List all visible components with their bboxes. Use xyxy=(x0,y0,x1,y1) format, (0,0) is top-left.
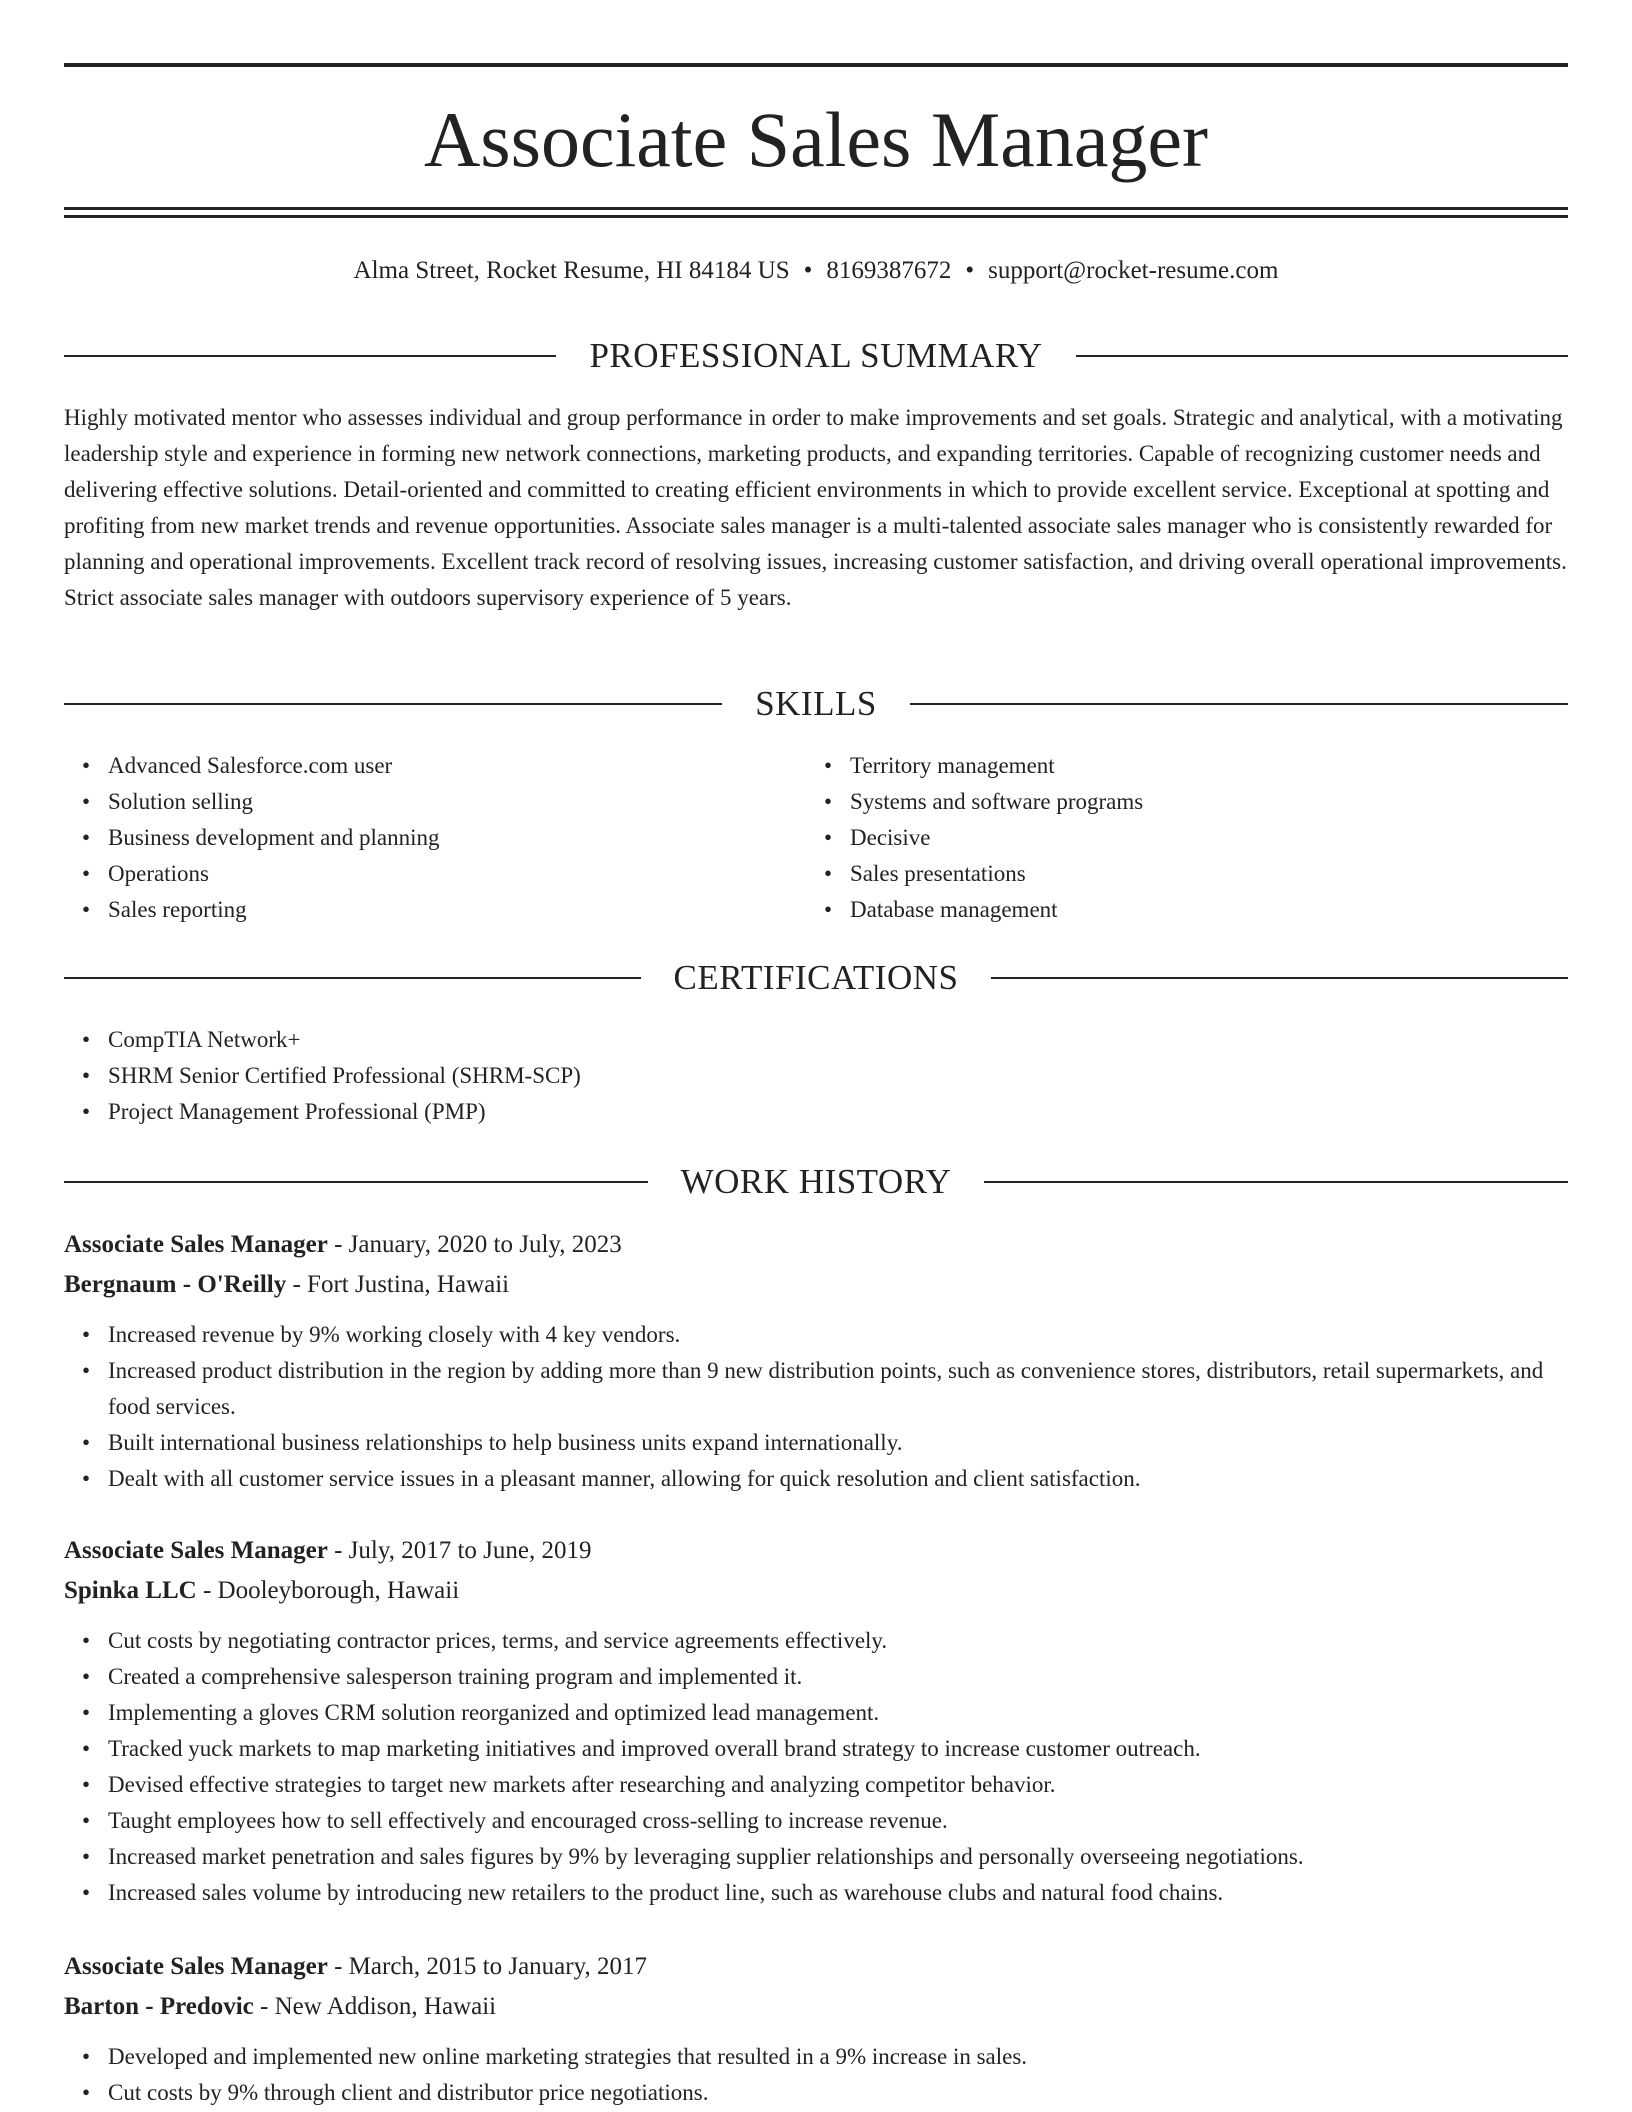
job-company-line xyxy=(64,1265,1568,1305)
skill-item-text: Solution selling xyxy=(108,789,254,814)
bullet-marker: • xyxy=(81,897,91,922)
bullet-marker: • xyxy=(81,1063,91,1088)
job-entry xyxy=(64,1531,1568,1911)
contact-separator: • xyxy=(965,257,975,284)
page-title: Associate Sales Manager xyxy=(423,96,1209,183)
bullet-marker: • xyxy=(81,1772,91,1797)
top-rule xyxy=(64,63,1568,67)
section-rule xyxy=(64,703,722,705)
job-location: - Fort Justina, Hawaii xyxy=(286,1271,510,1298)
job-bullet xyxy=(64,1353,1568,1425)
bullet-marker: • xyxy=(81,861,91,886)
bullet-marker: • xyxy=(81,1322,91,1347)
job-bullet-text: Dealt with all customer service issues in a pleasant manner, allowing for quick resolution and client satisfaction. xyxy=(108,1466,1141,1491)
work-heading: WORK HISTORY xyxy=(680,1162,952,1201)
skill-item xyxy=(806,820,1506,856)
job-bullet-text: Cut costs by 9% through client and distributor price negotiations. xyxy=(108,2080,709,2105)
skill-item-text: Systems and software programs xyxy=(850,789,1144,814)
job-bullet xyxy=(64,1461,1568,1497)
job-bullet-text: Created a comprehensive salesperson training program and implemented it. xyxy=(108,1664,803,1689)
skill-item xyxy=(64,892,764,928)
certification-item-text: SHRM Senior Certified Professional (SHRM-SCP) xyxy=(108,1063,581,1088)
job-bullet xyxy=(64,2075,1568,2111)
job-bullet xyxy=(64,1425,1568,1461)
skill-item xyxy=(64,856,764,892)
certification-item-text: CompTIA Network+ xyxy=(108,1027,301,1052)
job-entry xyxy=(64,1225,1568,1497)
job-title: Associate Sales Manager xyxy=(64,1953,328,1980)
contact-email: support@rocket-resume.com xyxy=(988,257,1279,284)
skill-item xyxy=(64,820,764,856)
bullet-marker: • xyxy=(81,753,91,778)
skill-item-text: Advanced Salesforce.com user xyxy=(108,753,393,778)
section-rule xyxy=(910,703,1568,705)
skills-section-header xyxy=(64,682,1568,726)
job-bullet xyxy=(64,2039,1568,2075)
section-rule xyxy=(984,1181,1568,1183)
job-entry xyxy=(64,1947,1568,2111)
skills-list-left xyxy=(64,748,764,928)
section-rule xyxy=(1076,355,1568,357)
section-rule xyxy=(991,977,1568,979)
job-bullet xyxy=(64,1659,1568,1695)
job-company: Spinka LLC xyxy=(64,1577,197,1604)
job-location: - Dooleyborough, Hawaii xyxy=(196,1577,460,1604)
summary-section-header xyxy=(64,334,1568,378)
certification-item xyxy=(64,1022,1568,1058)
job-bullet-text: Taught employees how to sell effectively and encouraged cross-selling to increase revenue. xyxy=(108,1808,948,1833)
skill-item xyxy=(64,784,764,820)
skills-list-right xyxy=(806,748,1506,928)
job-company-line xyxy=(64,1571,1568,1611)
skill-item-text: Decisive xyxy=(850,825,931,850)
job-location: - New Addison, Hawaii xyxy=(253,1993,497,2020)
bullet-marker: • xyxy=(81,1099,91,1124)
bullet-marker: • xyxy=(823,825,833,850)
skills-heading: SKILLS xyxy=(755,684,877,723)
job-title-line xyxy=(64,1947,1568,1987)
bullet-marker: • xyxy=(81,2044,91,2069)
job-dates: - July, 2017 to June, 2019 xyxy=(327,1537,592,1564)
skill-item xyxy=(806,856,1506,892)
job-bullet-text: Increased product distribution in the region by adding more than 9 new distribution points, such as convenience stores, distributors, retail supermarkets, and food services. xyxy=(108,1358,1544,1419)
section-rule xyxy=(64,1181,648,1183)
section-rule xyxy=(64,355,556,357)
bullet-marker: • xyxy=(81,1844,91,1869)
skill-item-text: Business development and planning xyxy=(108,825,440,850)
bullet-marker: • xyxy=(823,789,833,814)
job-bullet-text: Developed and implemented new online marketing strategies that resulted in a 9% increase in sales. xyxy=(108,2044,1028,2069)
skill-item xyxy=(806,784,1506,820)
job-bullet-text: Increased sales volume by introducing new retailers to the product line, such as warehouse clubs and natural food chains. xyxy=(108,1880,1224,1905)
certification-item xyxy=(64,1094,1568,1130)
contact-separator: • xyxy=(803,257,813,284)
certification-item xyxy=(64,1058,1568,1094)
job-bullet-text: Increased market penetration and sales figures by 9% by leveraging supplier relationships and personally overseeing negotiations. xyxy=(108,1844,1304,1869)
job-bullets xyxy=(64,1317,1568,1497)
job-bullet-text: Devised effective strategies to target new markets after researching and analyzing competitor behavior. xyxy=(108,1772,1056,1797)
job-title-line xyxy=(64,1225,1568,1265)
bullet-marker: • xyxy=(823,753,833,778)
job-bullet-text: Increased revenue by 9% working closely with 4 key vendors. xyxy=(108,1322,681,1347)
job-company: Bergnaum - O'Reilly xyxy=(64,1271,287,1298)
job-dates: - January, 2020 to July, 2023 xyxy=(327,1231,622,1258)
skill-item xyxy=(806,748,1506,784)
summary-heading: PROFESSIONAL SUMMARY xyxy=(589,336,1043,375)
contact-phone: 8169387672 xyxy=(826,257,952,284)
job-dates: - March, 2015 to January, 2017 xyxy=(327,1953,647,1980)
bullet-marker: • xyxy=(81,825,91,850)
certifications-list xyxy=(64,1022,1568,1130)
bullet-marker: • xyxy=(823,897,833,922)
job-company-line xyxy=(64,1987,1568,2027)
skill-item-text: Sales presentations xyxy=(850,861,1026,886)
work-section-header xyxy=(64,1160,1568,1204)
job-company: Barton - Predovic xyxy=(64,1993,254,2020)
bullet-marker: • xyxy=(823,861,833,886)
title-rule-lower xyxy=(64,215,1568,218)
contact-address: Alma Street, Rocket Resume, HI 84184 US xyxy=(353,257,790,284)
job-title: Associate Sales Manager xyxy=(64,1537,328,1564)
bullet-marker: • xyxy=(81,1700,91,1725)
job-bullets xyxy=(64,1623,1568,1911)
job-bullet xyxy=(64,1317,1568,1353)
bullet-marker: • xyxy=(81,2080,91,2105)
job-bullet xyxy=(64,1623,1568,1659)
job-bullet xyxy=(64,1767,1568,1803)
bullet-marker: • xyxy=(81,1358,91,1383)
job-bullet xyxy=(64,1875,1568,1911)
job-title: Associate Sales Manager xyxy=(64,1231,328,1258)
job-bullet xyxy=(64,1803,1568,1839)
contact-line xyxy=(64,254,1568,288)
bullet-marker: • xyxy=(81,1466,91,1491)
job-bullets xyxy=(64,2039,1568,2111)
summary-text: Highly motivated mentor who assesses individual and group performance in order to make improvements and set goals. Strategic and analytical, with a motivating leadership style and experience in forming new network connections, marketing products, and expanding territories. Capable of recognizing customer needs and delivering effective solutions. Detail-oriented and committed to creating efficient environments in which to provide excellent service. Exceptional at spotting and profiting from new market trends and revenue opportunities. Associate sales manager is a multi-talented associate sales manager who is consistently rewarded for planning and operational improvements. Excellent track record of resolving issues, increasing customer satisfaction, and driving overall operational improvements. Strict associate sales manager with outdoors supervisory experience of 5 years. xyxy=(64,405,1567,610)
job-bullet xyxy=(64,1731,1568,1767)
bullet-marker: • xyxy=(81,1736,91,1761)
job-bullet-text: Implementing a gloves CRM solution reorganized and optimized lead management. xyxy=(108,1700,880,1725)
job-bullet-text: Built international business relationships to help business units expand internationally. xyxy=(108,1430,903,1455)
bullet-marker: • xyxy=(81,1880,91,1905)
job-bullet-text: Tracked yuck markets to map marketing initiatives and improved overall brand strategy to increase customer outreach. xyxy=(108,1736,1201,1761)
title-rule-upper xyxy=(64,207,1568,210)
bullet-marker: • xyxy=(81,1664,91,1689)
skill-item-text: Sales reporting xyxy=(108,897,247,922)
bullet-marker: • xyxy=(81,1027,91,1052)
bullet-marker: • xyxy=(81,1628,91,1653)
skill-item-text: Database management xyxy=(850,897,1058,922)
skill-item-text: Territory management xyxy=(850,753,1055,778)
section-rule xyxy=(64,977,641,979)
job-bullet xyxy=(64,1839,1568,1875)
bullet-marker: • xyxy=(81,1808,91,1833)
skill-item xyxy=(806,892,1506,928)
skill-item xyxy=(64,748,764,784)
certifications-heading: CERTIFICATIONS xyxy=(673,958,959,997)
certifications-section-header xyxy=(64,956,1568,1000)
job-title-line xyxy=(64,1531,1568,1571)
bullet-marker: • xyxy=(81,1430,91,1455)
job-bullet-text: Cut costs by negotiating contractor prices, terms, and service agreements effectively. xyxy=(108,1628,888,1653)
skill-item-text: Operations xyxy=(108,861,209,886)
bullet-marker: • xyxy=(81,789,91,814)
certification-item-text: Project Management Professional (PMP) xyxy=(108,1099,486,1124)
job-bullet xyxy=(64,1695,1568,1731)
